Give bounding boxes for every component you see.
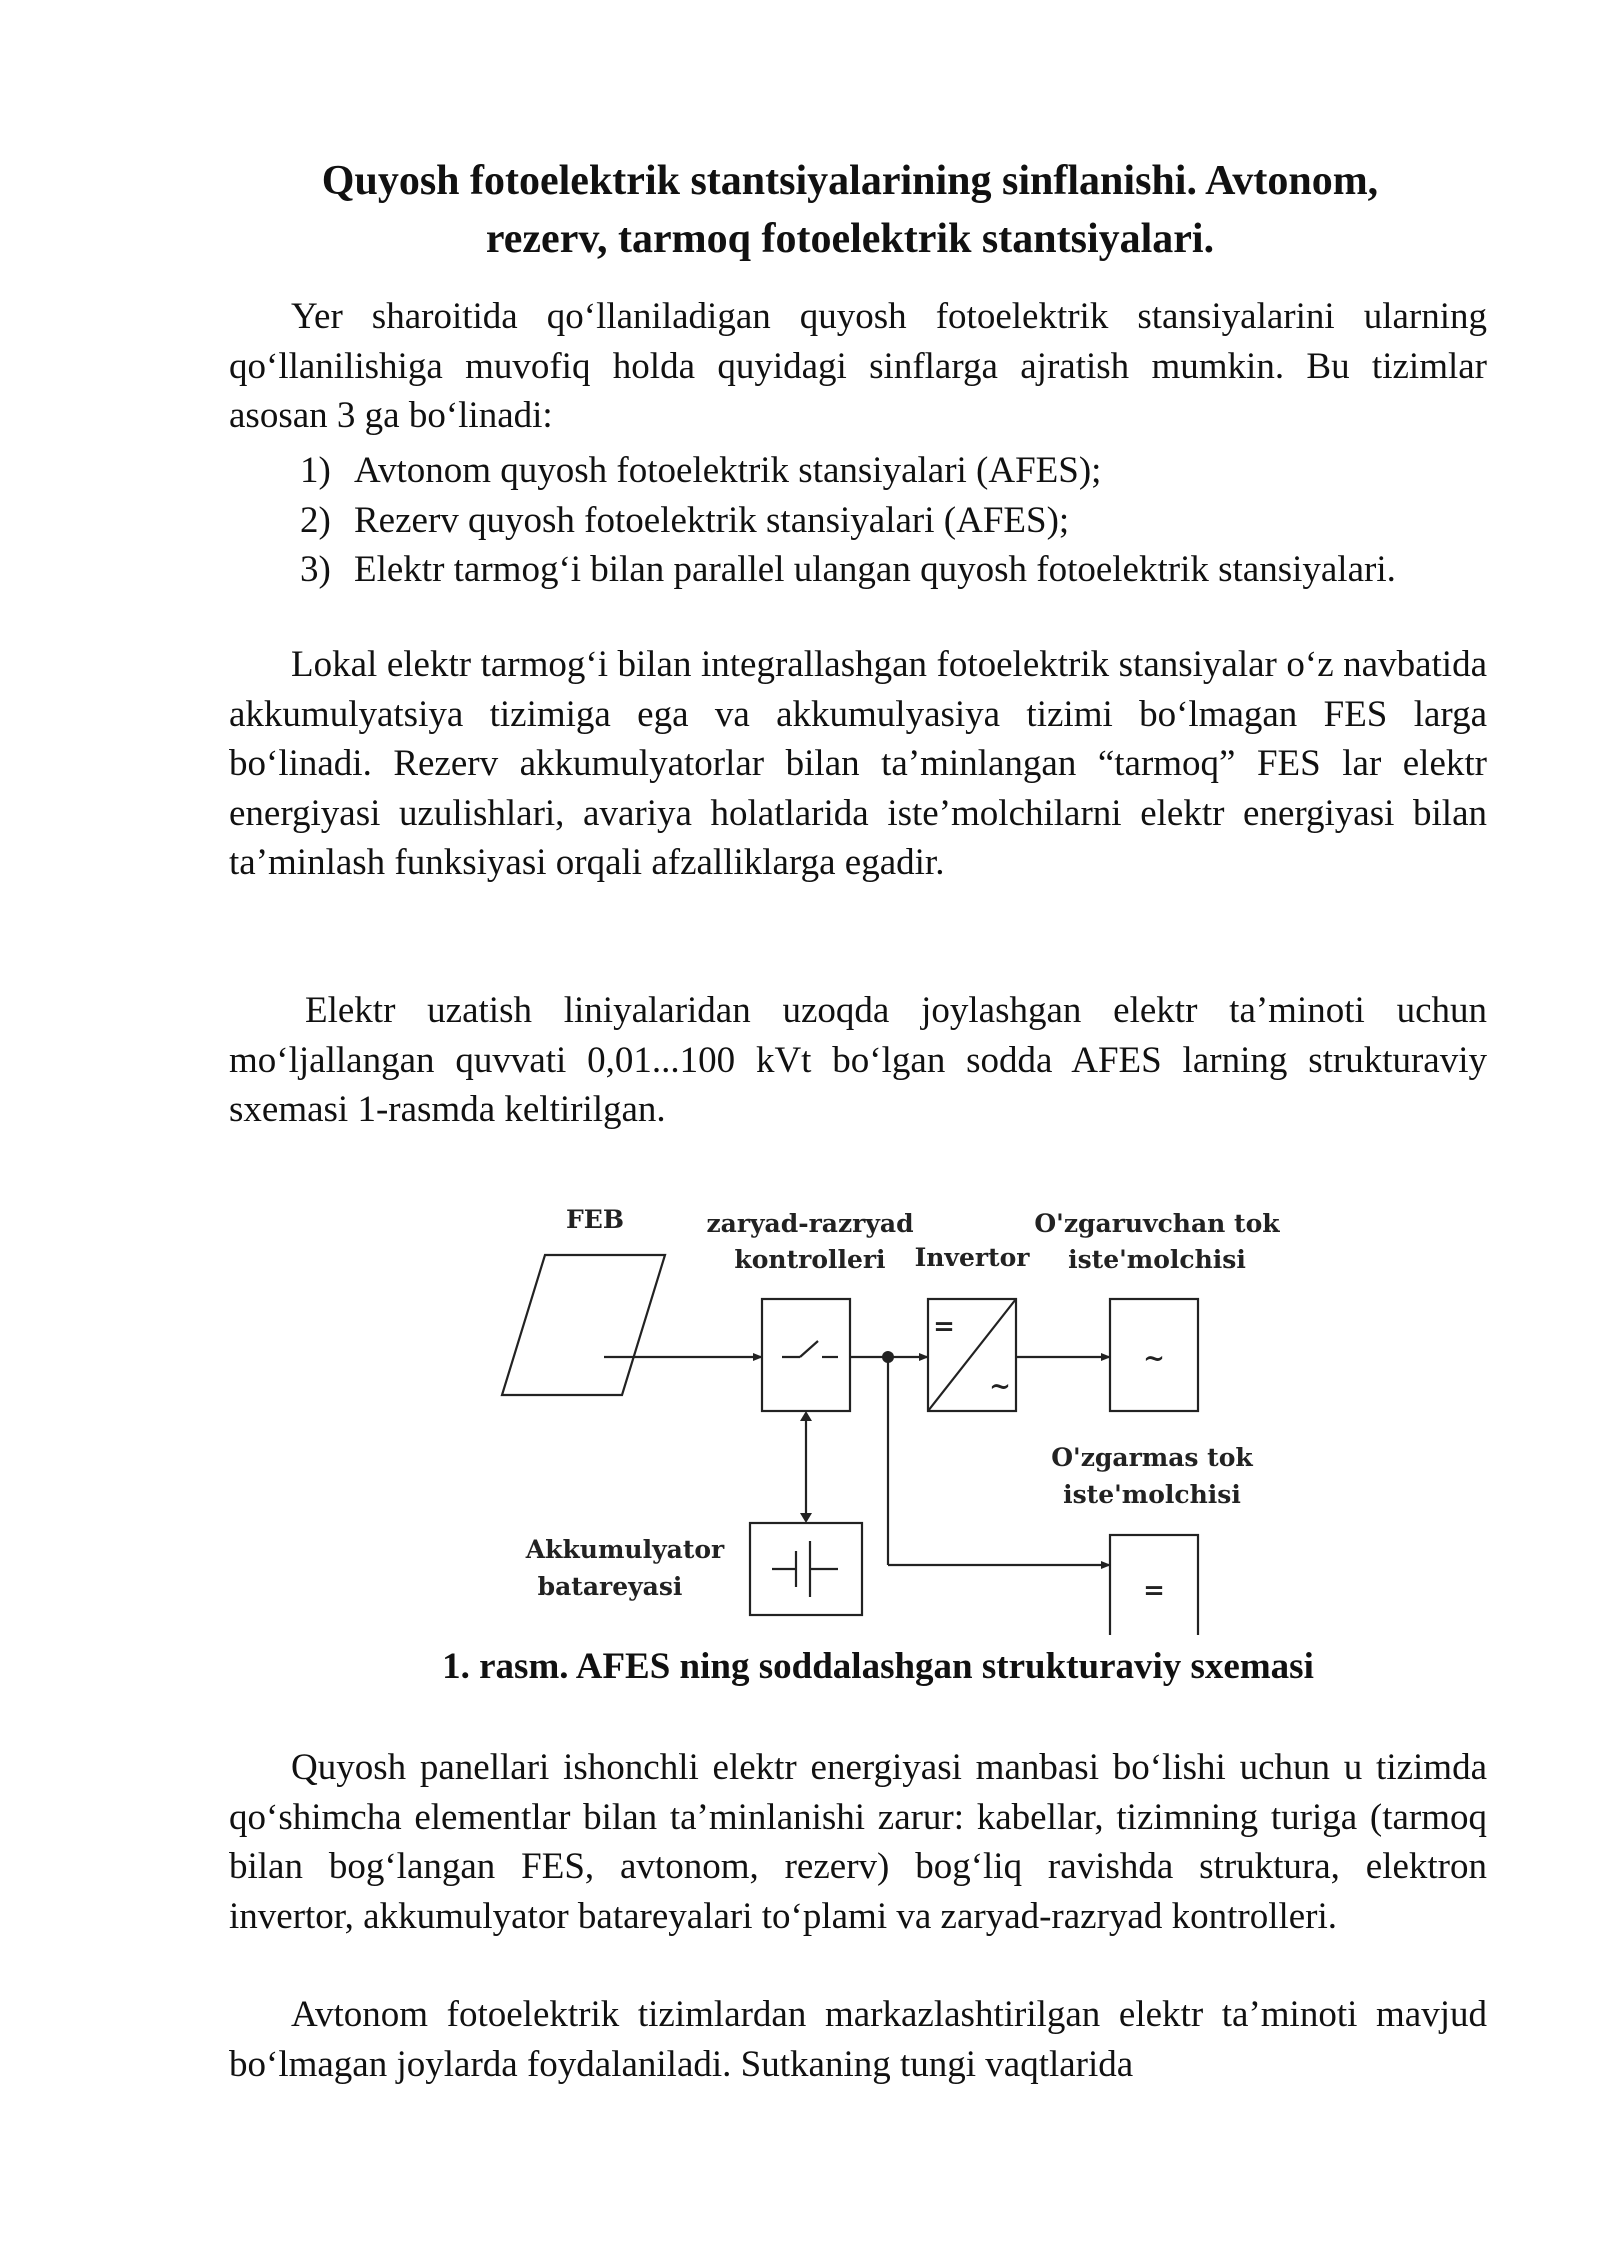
feb-label: FEB	[566, 1205, 624, 1234]
battery-label-line-1: Akkumulyator	[525, 1535, 725, 1564]
afes-structure-diagram	[500, 1195, 1320, 1635]
ac-load-label-line-2: iste'molchisi	[1068, 1245, 1246, 1274]
title-line-1: Quyosh fotoelektrik stantsiyalarining sinflanishi. Avtonom,	[321, 158, 1379, 204]
battery-box	[750, 1523, 862, 1615]
list-item-text: Rezerv quyosh fotoelektrik stansiyalari (AFES);	[354, 499, 1070, 541]
page-title	[230, 152, 1470, 268]
list-item-text: Elektr tarmog‘i bilan parallel ulangan quyosh fotoelektrik stansiyalari.	[354, 549, 1396, 590]
dc-load-label-line-1: O'zgarmas tok	[1051, 1443, 1253, 1472]
controller-label-line-2: kontrolleri	[734, 1245, 886, 1274]
ac-load-label-line-1: O'zgaruvchan tok	[1034, 1209, 1280, 1238]
ac-load-symbol: ~	[1143, 1344, 1165, 1374]
inverter-dc-symbol: =	[933, 1312, 955, 1342]
title-line-2: rezerv, tarmoq fotoelektrik stantsiyalari.	[485, 216, 1215, 262]
controller-box	[762, 1299, 850, 1411]
afes-description-paragraph: Elektr uzatish liniyalaridan uzoqda joylashgan elektr ta’minoti uchun mo‘ljallangan quvvati 0,01...100 kVt bo‘lgan sodda AFES larning strukturaviy sxemasi 1-rasmda keltirilgan.	[229, 990, 1487, 1130]
controller-label-line-1: zaryad-razryad	[706, 1209, 914, 1238]
list-item-number: 2)	[300, 499, 331, 541]
grid-integration-paragraph: Lokal elektr tarmog‘i bilan integrallashgan fotoelektrik stansiyalar o‘z navbatida akkumulyatsiya tizimiga ega va akkumulyasiya tizimi bo‘lmagan FES larga bo‘linadi. Rezerv akkumulyatorlar bilan ta’minlangan “tarmoq” FES lar elektr energiyasi uzulishlari, avariya holatlarida iste’molchilarni elektr energiyasi bilan ta’minlash funksiyasi orqali afzalliklarga egadir.	[229, 644, 1487, 883]
list-item-number: 1)	[300, 450, 331, 491]
inverter-label: Invertor	[914, 1243, 1030, 1272]
classification-list	[300, 446, 1487, 595]
autonomous-systems-paragraph: Avtonom fotoelektrik tizimlardan markazlashtirilgan elektr ta’minoti mavjud bo‘lmagan joylarda foydalaniladi. Sutkaning tungi vaqtlarida	[229, 1994, 1487, 2085]
list-item	[300, 545, 1487, 595]
intro-paragraph: Yer sharoitida qo‘llaniladigan quyosh fotoelektrik stansiyalarini ularning qo‘llanilishiga muvofiq holda quyidagi sinflarga ajratish mumkin. Bu tizimlar asosan 3 ga bo‘linadi:	[229, 296, 1487, 436]
inverter-ac-symbol: ~	[989, 1372, 1011, 1402]
figure-caption: 1. rasm. AFES ning soddalashgan strukturaviy sxemasi	[442, 1646, 1314, 1687]
list-item-text: Avtonom quyosh fotoelektrik stansiyalari (AFES);	[354, 450, 1102, 491]
solar-panel-symbol	[502, 1255, 665, 1395]
list-item	[300, 496, 1487, 546]
list-item-number: 3)	[300, 549, 331, 590]
dc-load-symbol: =	[1143, 1576, 1165, 1606]
components-paragraph: Quyosh panellari ishonchli elektr energiyasi manbasi bo‘lishi uchun u tizimda qo‘shimcha elementlar bilan ta’minlanishi zarur: kabellar, tizimning turiga (tarmoq bilan bog‘langan FES, avtonom, rezerv) bog‘liq ravishda struktura, elektron invertor, akkumulyator batareyalari to‘plami va zaryad-razryad kontrolleri.	[229, 1747, 1487, 1937]
battery-label-line-2: batareyasi	[537, 1572, 683, 1601]
dc-load-label-line-2: iste'molchisi	[1063, 1480, 1241, 1509]
list-item	[300, 446, 1487, 496]
